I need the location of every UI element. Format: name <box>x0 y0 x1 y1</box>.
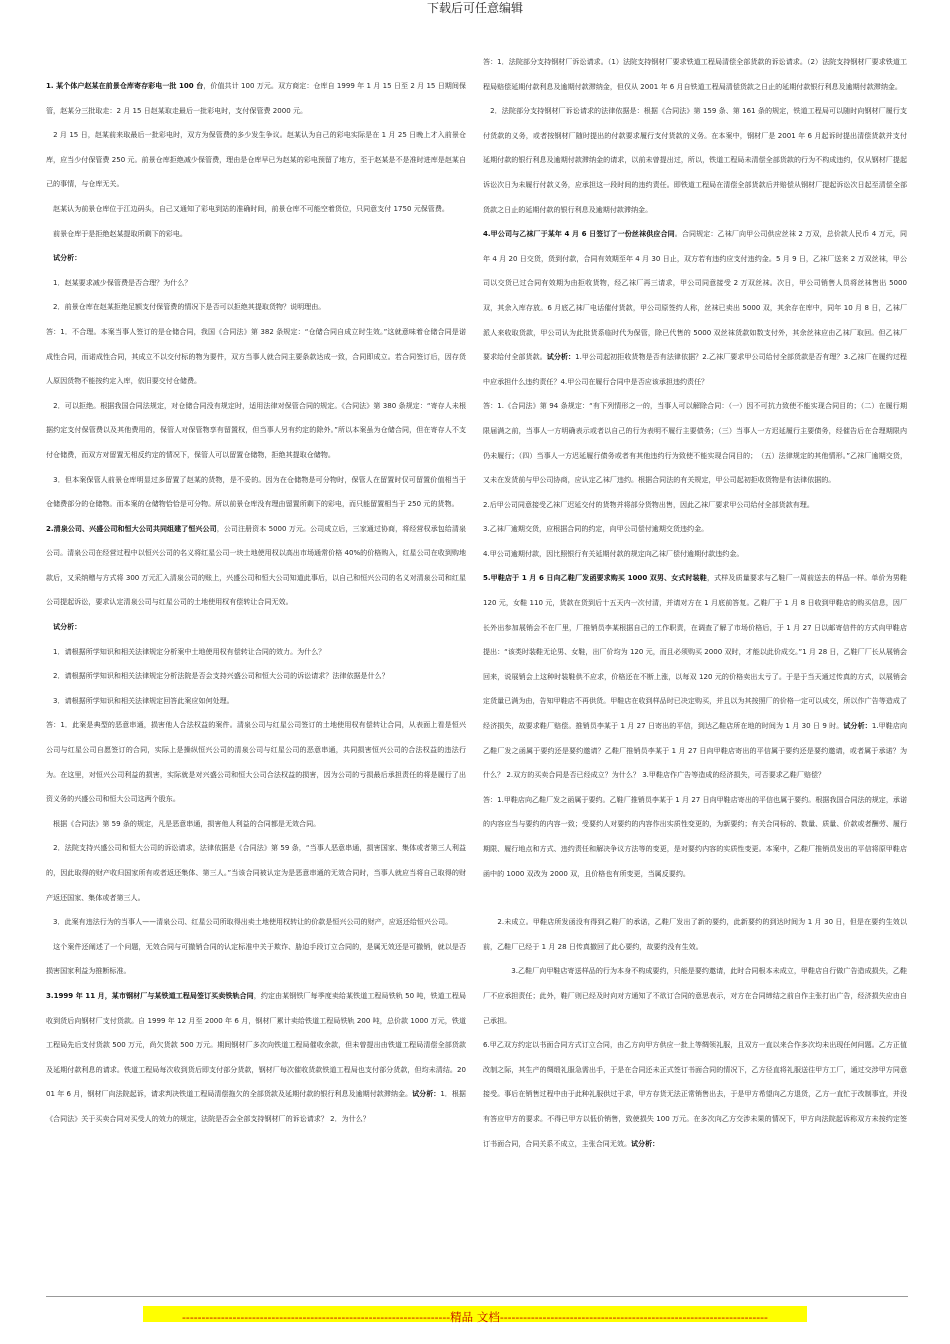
bold-text: 4.甲公司与乙袜厂于某年 4 月 6 日签订了一份丝袜供应合同 <box>483 229 675 239</box>
body-text: 答：1.《合同法》第 94 条规定：“有下列情形之一的，当事人可以解除合同：（一）因不可抗力致使不能实现合同目的；（二）在履行期限届满之前，当事人一方明确表示或者以自己的行为表明不履行主要债务；（三）当事人一方迟延履行主要债务，经催告后在合理期限内仍未履行；（四）当事人一方迟延履行债务或者有其他违约行为致使不能实现合同目的； （五）法律规定的其他情形。”乙袜厂逾期交货，又未在发货前与甲公司协商，应认定乙袜厂违约。根据合同法的有关规定，甲公司起初拒收货物是有法律依据的。 <box>483 401 907 485</box>
body-text: 答：1．此案是典型的恶意串通，损害他人合法权益的案件。清泉公司与红星公司签订的土地使用权有偿转让合同，从表面上看是恒兴公司与红星公司自愿签订的合同，实际上是操纵恒兴公司的清泉公司与红星公司的恶意串通，共同损害恒兴公司的合法权益的违法行为。在这里，对恒兴公司利益的损害，实际就是对兴盛公司和恒大公司合法权益的损害，因为公司的亏损最后承担责任的将是履行了出资义务的兴盛公司和恒大公司这两个股东。 <box>46 720 466 804</box>
paragraph <box>483 910 907 959</box>
paragraph <box>46 246 466 271</box>
bold-text: 试分析： <box>46 253 82 263</box>
paragraph <box>46 615 466 640</box>
paragraph <box>46 812 466 837</box>
bold-text: 1. 某个体户赵某在前景仓库寄存彩电一批 100 台 <box>46 81 204 90</box>
paragraph <box>483 1033 907 1156</box>
paragraph <box>46 295 466 320</box>
paragraph <box>46 836 466 910</box>
bold-text: 试分析： <box>546 352 576 362</box>
body-text: 根据《合同法》第 59 条的规定，凡是恶意串通，损害他人利益的合同都是无效合同。 <box>46 818 321 828</box>
body-text: 6.甲乙双方约定以书面合同方式订立合同，由乙方向甲方供应一批上等绸领礼服，且双方一直以来合作多次均未出现任何问题。乙方正值改制之际，其生产的绸缎礼服急需出手，于是在合同还未正式签订书面合同的情况下，乙方径直将礼服送往甲方工厂，通过交涉甲方同意接受。事后在销售过程中由于此种礼服供过于求，甲方存货无法正常销售出去，于是甲方希望向乙方退货，乙方一直忙于改制事宜，并没有答应甲方的要求。不得已甲方以低价销售，致使损失 100 万元。在多次向乙方交涉未果的情况下，甲方向法院起诉称双方未按约定签订书面合同，合同关系不成立，主张合同无效。 <box>483 1040 907 1148</box>
paragraph <box>46 664 466 689</box>
paragraph <box>483 493 907 518</box>
paragraph <box>46 123 466 197</box>
body-text: 赵某认为前景仓库位于江边码头，自己又通知了彩电到站的准确时间，前景仓库不可能空着货位，只同意支付 1750 元保管费。 <box>46 203 449 213</box>
paragraph <box>483 222 907 394</box>
body-text: 1.甲公司起初拒收货物是否有法律依据？2.乙袜厂要求甲公司给付全部货款是否有理？3.乙袜厂在履约过程中应承担什么违约责任？4.甲公司在履行合同中是否应该承担违约责任？ <box>483 352 907 386</box>
body-text: 答：1.甲鞋店向乙鞋厂发之函属于要约。乙鞋厂推销员李某于 1 月 27 日向甲鞋店寄出的平信也属于要约。根据我国合同法的规定，承诺的内容应当与要约的内容一致；受要约人对要约的内容作出实质性变更的，为新要约；有关合同标的、数量、质量、价款或者酬劳、履行期限、履行地点和方式、违约责任和解决争议方法等的变更，是对要约内容的实质性变更。本案中，乙鞋厂推销员发出的平信将原甲鞋店函中的 1000 双改为 2000 双，且价格也有所变更，当属反要约。 <box>483 794 907 878</box>
body-text: 2．请根据所学知识和相关法律规定分析法院是否会支持兴盛公司和恒大公司的诉讼请求？法律依据是什么？ <box>46 671 389 681</box>
body-text: 2.未成立。甲鞋店所发函没有得到乙鞋厂的承诺，乙鞋厂发出了新的要约，此新要约的到达时间为 1 月 30 日，但是在要约生效以前，乙鞋厂已经于 1 月 28 日传真撤回了此心要约，故要约没有生效。 <box>483 917 907 951</box>
body-text: 1．根据《合同法》关于买卖合同对买受人的效力的规定，法院是否会全部支持钢材厂的诉讼请求？ 2．为什么？ <box>46 1089 466 1123</box>
paragraph <box>46 910 466 935</box>
paragraph <box>483 788 907 886</box>
paragraph <box>46 935 466 984</box>
body-text: ，约定由某钢铁厂每季度卖给某铁道工程局铁轨 50 吨，铁道工程局收到货后向钢材厂支付货款。自 1999 年 12 月至 2000 年 6 月，钢材厂累计卖给铁道工程局铁轨 200 吨，总价款 1000 万元，铁道工程局先后支付货款 500 万元，尚欠货款 500 万元。期间钢材厂多次向铁道工程局催收余款，但未曾提出由铁道工程局清偿全部货款及延期付款利息的请求。铁道工程局每次收到货后即支付部分货款，钢材厂每次催收货款铁道工程局也支付部分货款，但均未清结。2001 年 6 月，钢材厂向法院起诉，请求判决铁道工程局清偿拖欠的全部货款及延期付款的银行利息及逾期付款滞纳金。 <box>46 990 466 1099</box>
paragraph <box>46 320 466 394</box>
body-text: 3．此案有违法行为的当事人——清泉公司、红星公司所取得出卖土地使用权转让的价款是恒兴公司的财产，应返还给恒兴公司。 <box>46 917 453 927</box>
body-text: ，价值共计 100 万元。双方商定：仓库自 1999 年 1 月 15 日至 2 月 15 日期间保管，赵某分三批取走：2 月 15 日赵某取走最后一批彩电时，支付保管费 2000 元。 <box>46 81 466 115</box>
body-text: 。合同规定：乙袜厂向甲公司供应丝袜 2 万双，总价款人民币 4 万元，同年 4 月 20 日交货，货到付款，合同有效期至年 4 月 30 日止，双方若有违约应支付违约金。5 月 9 日，乙袜厂送来 2 万双丝袜，甲公司以交货已过合同有效期为由拒收货物，经乙袜厂再三请求，甲公司同意接受 2 万双丝袜。次日，甲公司销售人员将丝袜售出 5000 双，其余入库存放。6 月底乙袜厂电话催付货款，甲公司原签约人称，丝袜已卖出 5000 双，其余存在库中，同年 10 月 8 日，乙袜厂派人来收取货款，甲公司认为此批货系临时代为保管，除已代售的 5000 双丝袜货款如数支付外，其余丝袜应由乙袜厂取回。但乙袜厂要求给付全部货款。 <box>483 229 907 362</box>
footer-banner <box>143 1306 807 1322</box>
body-text: ，式样及质量要求与乙鞋厂一周前送去的样品一样。单价为男鞋 120 元，女鞋 110 元，货款在货到后十五天内一次付清，并请对方在 1 月底前答复。乙鞋厂于 1 月 8 日收到甲鞋店的购买信息，因厂长外出参加展销会不在厂里，厂推销员李某根据自己的工作职责，在调查了解了市场价格后，于 1 月 27 日以邮寄信件的方式向甲鞋店提出：“该类时装鞋无论男、女鞋，出厂价均为 120 元，而且必须购买 2000 双时，才能以此价成交。”1 月 28 日，乙鞋厂厂长从展销会回来，说展销会上这种时装鞋供不应求，价格还在不断上涨，以每双 120 元的价格卖出太亏了。于是于当天通过传真的方式，以展销会定货量已满为由，告知甲鞋店不再供货。甲鞋店在收到样品时已决定购买，并且以为其按照厂的价格一定可以成交，所以作广告等造成了经济损失，故要求鞋厂赔偿。推销员李某于 1 月 27 日寄出的平信，到达乙鞋店所在地的时间为 1 月 30 日 9 时。 <box>483 573 907 731</box>
body-text: 1．请根据所学知识和相关法律规定分析案中土地使用权有偿转让合同的效力。为什么？ <box>46 646 326 656</box>
bold-text: 试分析： <box>843 721 872 731</box>
paragraph <box>483 50 907 99</box>
body-text: 2．前景仓库在赵某拒绝足额支付保管费的情况下是否可以拒绝其提取货物？说明理由。 <box>46 302 326 312</box>
body-text: 3．请根据所学知识和相关法律规定回答此案应如何处理。 <box>46 695 234 705</box>
footer-text: ---------------------------------------------------------------------精品 文档--------------------------------------------------------------------- <box>182 1310 768 1324</box>
page-header-title: 下载后可任意编辑 <box>426 1 523 15</box>
body-text: 1．赵某要求减少保管费是否合理？为什么？ <box>46 277 192 287</box>
right-text-column <box>483 50 907 1295</box>
body-text: 4.甲公司逾期付款，因比照银行有关延期付款的规定向乙袜厂偿付逾期付款违约金。 <box>483 548 744 558</box>
paragraph <box>483 542 907 567</box>
bold-text: 3.1999 年 11 月，某市钢材厂与某铁道工程局签订买卖铁轨合同 <box>46 990 254 1000</box>
body-text: 答：1．不合理。本案当事人签订的是仓储合同，我国《合同法》第 382 条规定：“仓储合同自成立时生效。”这就意味着仓储合同是诺成性合同，而诺成性合同，其成立不以交付标的物为要件，双方当事人就合同主要条款达成一致，合同即成立。若合同签订后，因存货人原因货物不能按约定入库，依旧要交付仓储费。 <box>46 326 466 386</box>
body-text: 这个案件还阐述了一个问题，无效合同与可撤销合同的认定标准中关于欺诈、胁迫手段订立合同的，是属无效还是可撤销，就以是否损害国家利益为推断标准。 <box>46 941 466 976</box>
bold-text: 试分析： <box>412 1089 441 1099</box>
left-text-column <box>46 50 466 1295</box>
body-text: 3.乙鞋厂向甲鞋店寄送样品的行为本身不构成要约，只能是要约邀请，此时合同根本未成立，甲鞋店自行做广告造成损失，乙鞋厂不应承担责任；此外，鞋厂则已经及时向对方通知了不欲订合同的意思表示，对方在合同缔结之前自作主张打出广告，经济损失应由自己承担。 <box>483 966 907 1025</box>
body-text: 2．可以拒绝。根据我国合同法规定，对仓储合同没有规定时，适用法律对保管合同的规定。《合同法》第 380 条规定：“寄存人未根据约定支付保管费以及其他费用的，保管人对保管物享有留置权，但当事人另有约定的除外。”所以本案虽为仓储合同，但在寄存人不支付仓储费，而双方对留置无相反约定的情况下，保管人可以留置仓储物，拒绝其提取仓储物。 <box>46 400 466 459</box>
body-text: 2．法院部分支持钢材厂诉讼请求的法律依据是：根据《合同法》第 159 条、第 161 条的规定，铁道工程局可以随时向钢材厂履行支付货款的义务，或者按钢材厂随时提出的付款要求履行支付货款的义务。在本案中，钢材厂是 2001 年 6 月起诉时提出清偿货款并支付延期付款的银行利息及逾期付款滞纳金的请求，以前未曾提出过，所以，铁道工程局未清偿全部货款的行为不构成违约，仅从钢材厂提起诉讼次日为未履行付款义务，应承担这一段时间的违约责任。即铁道工程局在清偿全部货款后并赔偿从钢材厂提起诉讼次日起至清偿全部货款之日止的延期付款的银行利息及逾期付款滞纳金。 <box>483 106 907 214</box>
bold-text: 试分析： <box>631 1138 660 1148</box>
body-text: 3．但本案保管人前景仓库明显过多留置了赵某的货物，是不妥的。因为在仓储物是可分物时，保管人在留置时仅可留置价值相当于仓储费部分的仓储物。而本案的仓储物恰恰是可分物。所以前景仓库没有理由留置所剩下的彩电，而只能留置相当于 250 元的货物。 <box>46 474 466 509</box>
paragraph <box>483 566 907 787</box>
paragraph <box>483 517 907 542</box>
paragraph <box>46 74 466 123</box>
body-text: 2.后甲公司同意接受乙袜厂迟延交付的货物并将部分货物出售，因此乙袜厂要求甲公司给付全部货款有理。 <box>483 499 814 509</box>
body-text: 答：1．法院部分支持钢材厂诉讼请求。（1）法院支持钢材厂要求铁道工程局清偿全部货款的诉讼请求。（2）法院支持钢材厂要求铁道工程局赔偿延期付款利息及逾期付款滞纳金，但仅从 2001 年 6 月自铁道工程局清偿货款之日止的延期付款银行利息及逾期付款滞纳金。 <box>483 57 907 91</box>
paragraph <box>46 222 466 247</box>
paragraph <box>46 394 466 468</box>
footer-divider <box>46 1296 908 1297</box>
paragraph <box>46 517 466 615</box>
body-text: 1.甲鞋店向乙鞋厂发之函属于要约还是要约邀请？乙鞋厂推销员李某于 1 月 27 日向甲鞋店寄出的平信属于要约还是要约邀请，或者属于承诺？为什么？ 2.双方的买卖合同是否已经成立？为什么？ 3.甲鞋店作广告等造成的经济损失，可否要求乙鞋厂赔偿？ <box>483 721 907 780</box>
bold-text: 2.清泉公司、兴盛公司和恒大公司共同组建了恒兴公司 <box>46 523 217 533</box>
paragraph <box>46 689 466 714</box>
paragraph <box>483 99 907 222</box>
bold-text: 试分析： <box>46 622 82 632</box>
body-text: 2．法院支持兴盛公司和恒大公司的诉讼请求，法律依据是《合同法》第 59 条，“当事人恶意串通，损害国家、集体或者第三人利益的，因此取得的财产收归国家所有或者返还集体、第三人。”当该合同被认定为是恶意串通的无效合同时，当事人就应当将自己取得的财产返还国家、集体或者第三人。 <box>46 843 466 902</box>
bold-text: 5.甲鞋店于 1 月 6 日向乙鞋厂发函要求购买 1000 双男、女式时装鞋 <box>483 573 707 583</box>
paragraph <box>46 984 466 1132</box>
body-text: 2 月 15 日，赵某前来取最后一批彩电时，双方为保管费的多少发生争议。赵某认为自己的彩电实际是在 1 月 25 日晚上才入前景仓库，应当少付保管费 250 元。前景仓库拒绝减少保管费，理由是仓库早已为赵某的彩电预留了地方，至于赵某是不是准时进库是赵某自己的事情，与仓库无关。 <box>46 130 466 189</box>
body-text: 3.乙袜厂逾期交货，应根据合同的约定，向甲公司偿付逾期交货违约金。 <box>483 524 709 534</box>
paragraph <box>483 959 907 1033</box>
body-text: ，公司注册资本 5000 万元。公司成立后，三家通过协商，将经营权承包给清泉公司。清泉公司在经营过程中以恒兴公司的名义将红星公司一块土地使用权以高出市场通常价格 40%的价格购入，红星公司在收到购地款后，又采纳赠与方式将 300 万元汇入清泉公司的账上，兴盛公司和恒大公司知道此事后，以自己和恒兴公司的名义对清泉公司和红星公司提起诉讼，要求认定清泉公司与红星公司的土地使用权有偿转让合同无效。 <box>46 523 466 607</box>
paragraph <box>46 468 466 517</box>
paragraph <box>46 271 466 296</box>
body-text: 前景仓库于是拒绝赵某提取所剩下的彩电。 <box>46 228 187 238</box>
paragraph <box>46 197 466 222</box>
paragraph <box>483 394 907 492</box>
paragraph <box>46 713 466 811</box>
paragraph <box>46 640 466 665</box>
